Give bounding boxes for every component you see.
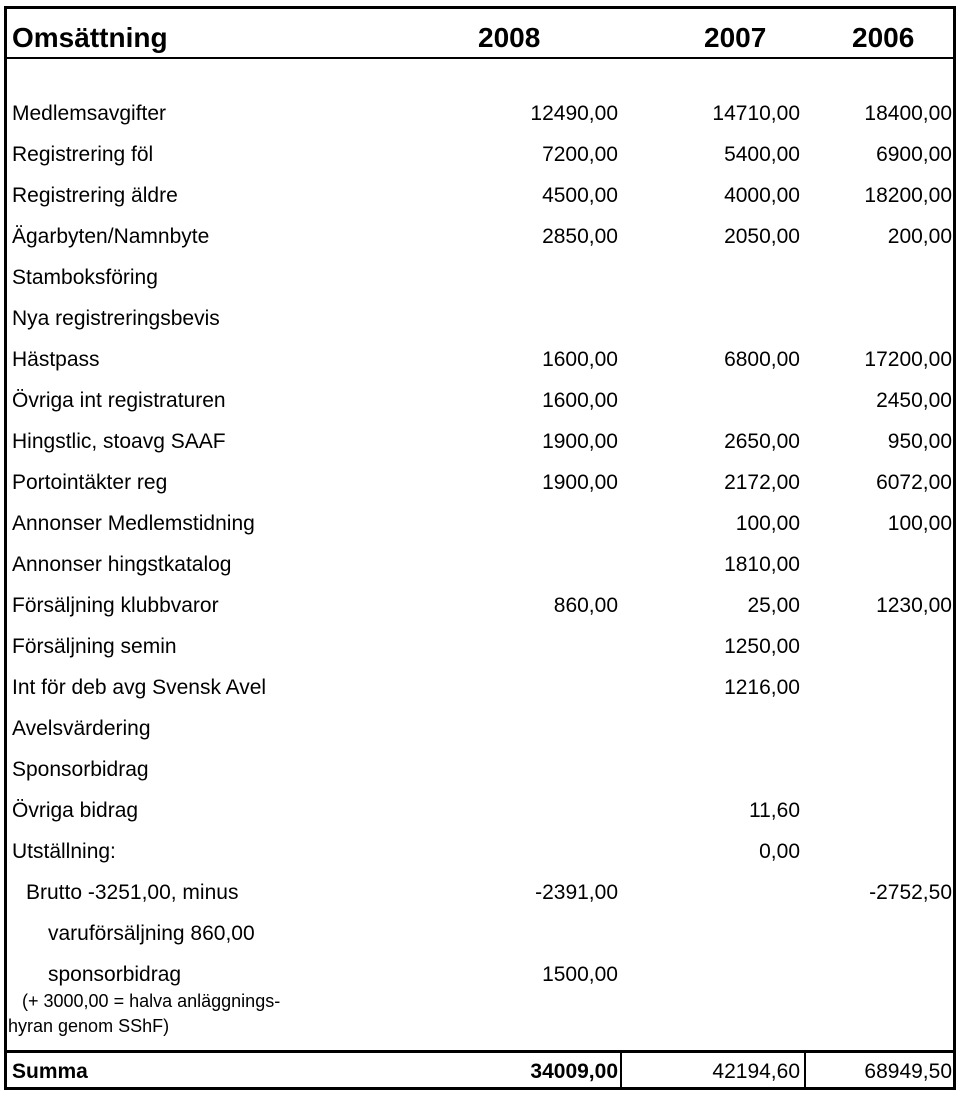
summa-value-2007: 42194,60 (712, 1060, 800, 1083)
value-2008: 1600,00 (542, 389, 618, 412)
row-label: Int för deb avg Svensk Avel (12, 676, 267, 699)
table-row (0, 667, 960, 708)
table-row (0, 175, 960, 216)
row-label: Hingstlic, stoavg SAAF (12, 430, 226, 453)
summa-label: Summa (12, 1060, 88, 1083)
row-label: Sponsorbidrag (12, 758, 149, 781)
sponsor-value-2008: 1500,00 (542, 963, 618, 986)
table-row (0, 708, 960, 749)
value-2006: 18400,00 (864, 102, 952, 125)
summa-value-2008: 34009,00 (530, 1060, 618, 1083)
value-2007: 5400,00 (724, 143, 800, 166)
value-2007: 14710,00 (712, 102, 800, 125)
table-row (0, 749, 960, 790)
row-label: Nya registreringsbevis (12, 307, 220, 330)
value-2008: 7200,00 (542, 143, 618, 166)
row-label: Avelsvärdering (12, 717, 151, 740)
value-2008: 12490,00 (530, 102, 618, 125)
table-row (0, 503, 960, 544)
value-2007: 0,00 (759, 840, 800, 863)
year-header-2007: 2007 (704, 22, 767, 53)
value-2007: 4000,00 (724, 184, 800, 207)
value-2007: 1810,00 (724, 553, 800, 576)
brutto-value-2008: -2391,00 (535, 881, 618, 904)
value-2007: 2650,00 (724, 430, 800, 453)
value-2006: 100,00 (887, 512, 952, 535)
table-row (0, 380, 960, 421)
table-row (0, 790, 960, 831)
summa-row (0, 1051, 960, 1092)
varuforsaljning-label: varuförsäljning 860,00 (48, 922, 255, 945)
value-2007: 100,00 (735, 512, 800, 535)
summa-value-2006: 68949,50 (864, 1060, 952, 1083)
value-2007: 11,60 (749, 799, 800, 822)
exhibition-brutto-row (0, 872, 960, 913)
value-2007: 6800,00 (724, 348, 800, 371)
row-label: Övriga bidrag (12, 799, 139, 822)
table-row (0, 257, 960, 298)
row-label: Registrering äldre (12, 184, 178, 207)
table-row (0, 93, 960, 134)
row-label: Hästpass (12, 348, 100, 371)
value-2007: 1250,00 (724, 635, 800, 658)
row-label: Annonser Medlemstidning (12, 512, 255, 535)
row-label: Annonser hingstkatalog (12, 553, 232, 576)
value-2006: 200,00 (887, 225, 952, 248)
value-2007: 25,00 (747, 594, 800, 617)
value-2007: 2172,00 (724, 471, 800, 494)
row-label: Medlemsavgifter (12, 102, 167, 125)
row-label: Utställning: (12, 840, 116, 863)
value-2008: 1900,00 (542, 430, 618, 453)
value-2008: 860,00 (553, 594, 618, 617)
row-label: Ägarbyten/Namnbyte (12, 225, 210, 248)
table-row (0, 134, 960, 175)
table-row (0, 421, 960, 462)
value-2008: 1600,00 (542, 348, 618, 371)
row-label: Stamboksföring (12, 266, 158, 289)
sponsorbidrag-label: sponsorbidrag (48, 963, 182, 986)
value-2008: 4500,00 (542, 184, 618, 207)
table-row (0, 626, 960, 667)
sponsor-note-line-2: hyran genom SShF) (8, 1016, 170, 1036)
value-2006: 2450,00 (876, 389, 952, 412)
value-2006: 18200,00 (864, 184, 952, 207)
value-2006: 17200,00 (864, 348, 952, 371)
value-2006: 950,00 (887, 430, 952, 453)
table-row (0, 462, 960, 503)
year-header-2006: 2006 (852, 22, 915, 53)
table-row (0, 831, 960, 872)
table-row (0, 544, 960, 585)
exhibition-sponsor-row (0, 954, 960, 995)
table-row (0, 216, 960, 257)
table-row (0, 585, 960, 626)
year-header-2008: 2008 (478, 22, 541, 53)
value-2006: 6900,00 (876, 143, 952, 166)
value-2007: 2050,00 (724, 225, 800, 248)
table-row (0, 339, 960, 380)
value-2008: 1900,00 (542, 471, 618, 494)
value-2007: 1216,00 (724, 676, 800, 699)
exhibition-varu-row (0, 913, 960, 954)
table-row (0, 298, 960, 339)
value-2006: 1230,00 (876, 594, 952, 617)
row-label: Övriga int registraturen (12, 389, 226, 412)
table-title: Omsättning (12, 22, 168, 53)
row-label: Portointäkter reg (12, 471, 168, 494)
value-2006: 6072,00 (876, 471, 952, 494)
table-top-border (4, 6, 956, 9)
row-label: Försäljning klubbvaror (12, 594, 219, 617)
brutto-label: Brutto -3251,00, minus (26, 881, 239, 904)
row-label: Försäljning semin (12, 635, 177, 658)
brutto-value-2006: -2752,50 (869, 881, 952, 904)
sponsor-note-line-1: (+ 3000,00 = halva anläggnings- (22, 991, 281, 1011)
row-label: Registrering föl (12, 143, 154, 166)
value-2008: 2850,00 (542, 225, 618, 248)
